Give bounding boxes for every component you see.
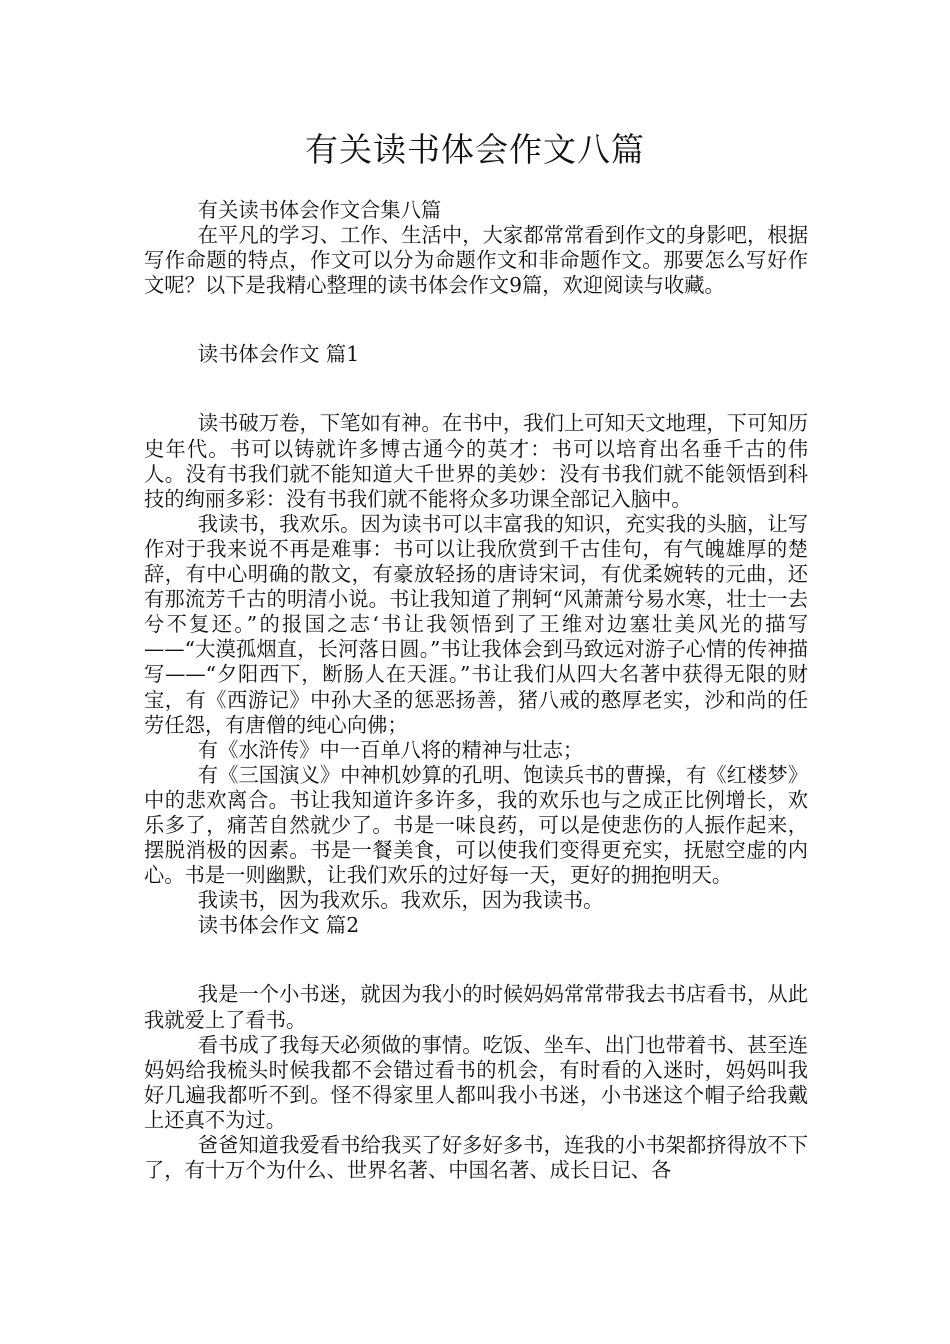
section-1-paragraph: 读书破万卷，下笔如有神。在书中，我们上可知天文地理，下可知历史年代。书可以铸就许多博古通今的英才：书可以培育出名垂千古的伟人。没有书我们就不能知道大千世界的美妙：没有书我们就不能领悟到科技的绚丽多彩：没有书我们就不能将众多功课全部记入脑中。 [144,411,808,511]
document-title: 有关读书体会作文八篇 [305,130,645,169]
section-1-paragraph: 有《三国演义》中神机妙算的孔明、饱读兵书的曹操，有《红楼梦》中的悲欢离合。书让我知道许多许多，我的欢乐也与之成正比例增长，欢乐多了，痛苦自然就少了。书是一味良药，可以是使悲伤的人振作起来，摆脱消极的因素。书是一餐美食，可以使我们变得更充实，抚慰空虚的内心。书是一则幽默，让我们欢乐的过好每一天，更好的拥抱明天。 [144,762,808,888]
section-1-paragraph: 我读书，因为我欢乐。我欢乐，因为我读书。 [197,888,604,913]
section-1-heading: 读书体会作文 篇1 [197,342,360,367]
section-2-paragraph: 我是一个小书迷，就因为我小的时候妈妈常常带我去书店看书，从此我就爱上了看书。 [144,982,808,1032]
section-2-paragraph: 爸爸知道我爱看书给我买了好多好多书，连我的小书架都挤得放不下了，有十万个为什么、世界名著、中国名著、成长日记、各 [144,1133,808,1183]
intro-paragraph: 在平凡的学习、工作、生活中，大家都常常看到作文的身影吧，根据写作命题的特点，作文可以分为命题作文和非命题作文。那要怎么写好作文呢？以下是我精心整理的读书体会作文9篇，欢迎阅读与收藏。 [144,223,808,298]
section-2-heading: 读书体会作文 篇2 [197,913,360,938]
section-1-paragraph: 我读书，我欢乐。因为读书可以丰富我的知识，充实我的头脑，让写作对于我来说不再是难事：书可以让我欣赏到千古佳句，有气魄雄厚的楚辞，有中心明确的散文，有豪放轻扬的唐诗宋词，有优柔婉转的元曲，还有那流芳千古的明清小说。书让我知道了荆轲“风萧萧兮易水寒，壮士一去兮不复还。”的报国之志‘书让我领悟到了王维对边塞壮美风光的描写——“大漠孤烟直，长河落日圆。”书让我体会到马致远对游子心情的传神描写——“夕阳西下，断肠人在天涯。”书让我们从四大名著中获得无限的财宝，有《西游记》中孙大圣的惩恶扬善，猪八戒的憨厚老实，沙和尚的任劳任怨，有唐僧的纯心向佛； [144,511,808,737]
section-2-paragraph: 看书成了我每天必须做的事情。吃饭、坐车、出门也带着书、甚至连妈妈给我梳头时候我都不会错过看书的机会，有时看的入迷时，妈妈叫我好几遍我都听不到。怪不得家里人都叫我小书迷，小书迷这个帽子给我戴上还真不为过。 [144,1032,808,1132]
section-1-paragraph: 有《水浒传》中一百单八将的精神与壮志； [197,737,584,762]
document-body [144,198,808,1183]
document-subtitle: 有关读书体会作文合集八篇 [197,198,442,222]
